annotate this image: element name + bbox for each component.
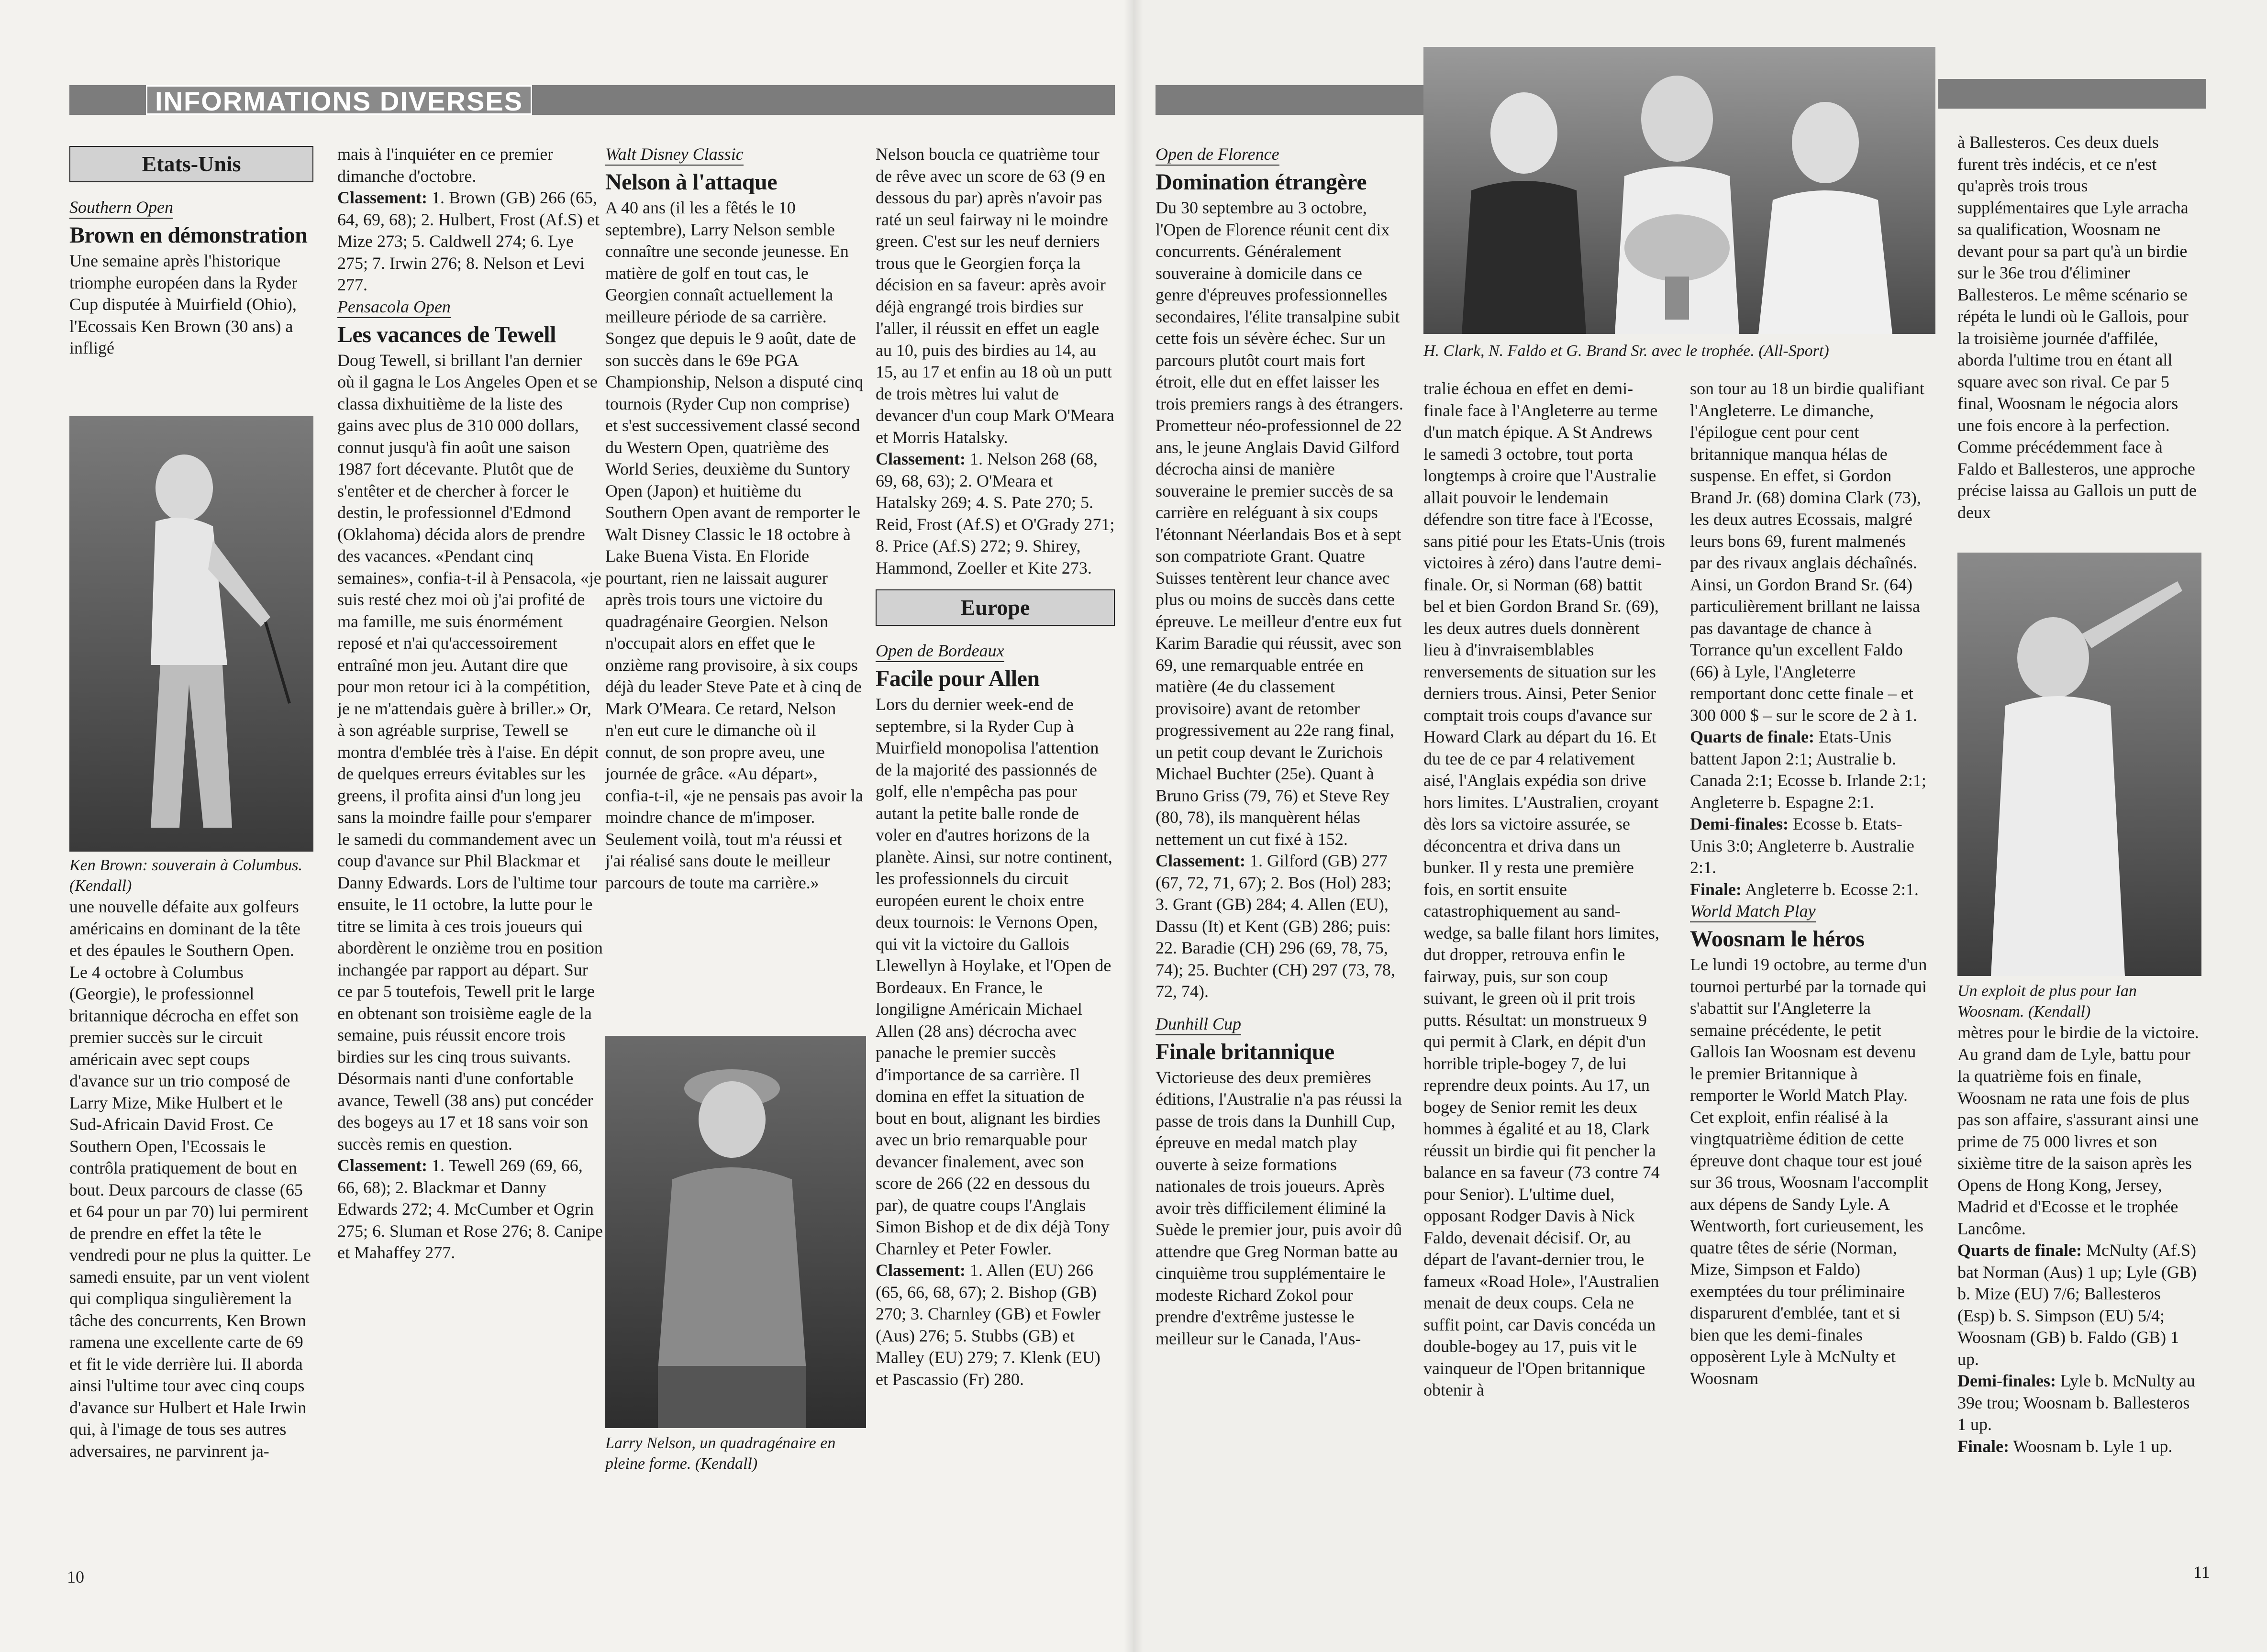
- photo-trophy: [1423, 47, 1935, 334]
- article-kicker: Open de Bordeaux: [876, 640, 1004, 662]
- results-block: [1957, 1436, 2201, 1458]
- article-kicker: Walt Disney Classic: [605, 144, 744, 166]
- column-4-continued: [1957, 981, 2201, 1457]
- article-body: Doug Tewell, si brillant l'an dernier où il gagna le Los Angeles Open et se classa dixhuitième de la liste des gains avec plus de 310 000 dollars, connut jusqu'à fin août une saison 1987 fort décevante. Plutôt que de s'entêter et de chercher à forcer le destin, le professionnel d'Edmond (Oklahoma) décida alors de prendre des vacances. «Pendant cinq semaines», confia-t-il à Pensacola, «je suis resté chez moi où j'ai profité de ma famille, me suis énormément reposé et n'ai qu'accessoirement entraîné mon jeu. Autant dire que pour mon retour ici à la compétition, je ne m'attendais guère à briller.» Or, à son agréable surprise, Tewell se montra d'emblée très à l'aise. En dépit de quelques erreurs évitables sur les greens, il profita ainsi d'un long jeu sans la moindre faille pour s'emparer le samedi du commandement avec un coup d'avance sur Phil Blackmar et Danny Edwards. Lors de l'ultime tour ensuite, le 11 octobre, la lutte pour le titre se limita à ces trois joueurs qui abordèrent le onzième trou en position inchangée par rapport au départ. Sur ce par 5 toutefois, Tewell prit le large en obtenant son troisième eagle de la semaine, puis réussit encore trois birdies sur les cinq trous suivants. Désormais nanti d'une confortable avance, Tewell (38 ans) put concéder des bogeys au 17 et 18 sans voir son succès remis en question.: [337, 350, 603, 1153]
- column-4: [1957, 132, 2201, 523]
- region-header: Europe: [876, 589, 1115, 626]
- results-label: Classement:: [876, 1261, 966, 1280]
- results-text: 1. Gilford (GB) 277 (67, 72, 71, 67); 2. Bos (Hol) 283; 3. Grant (GB) 284; 4. Allen (EU), Dassu (It) et Kent (GB) 286; puis: 22. Baradie (CH) 296 (69, 78, 75, 74); 25. Buchter (CH) 297 (73, 78, 72, 74).: [1156, 851, 1395, 1001]
- article-kicker: Pensacola Open: [337, 296, 451, 318]
- article-body-continued: Nelson boucla ce quatrième tour de rêve avec un score de 63 (9 en dessous du par) après n'avoir pas raté un seul fairway ni le moindre green. C'est sur les neuf derniers trous que le Georgien força la décision en sa faveur: après avoir déjà engrangé trois birdies sur l'aller, il réussit en effet un eagle au 10, puis des birdies au 14, au 15, au 17 et enfin au 18 où un putt de trois mètres lui valut de devancer d'un coup Mark O'Meara et Morris Hatalsky.: [876, 144, 1114, 447]
- article-body-continued: son tour au 18 un birdie qualifiant l'Angleterre. Le dimanche, l'épilogue cent pour cent britannique manqua hélas de suspense. En effet, si Gordon Brand Jr. (68) domina Clark (73), les deux autres Ecossais, malgré leurs bons 69, furent malmenés par des rivaux anglais déchaînés. Ainsi, un Gordon Brand Sr. (64) particulièrement brillant ne laissa pas davantage de chance à Torrance qu'un excellent Faldo (66) à Lyle, l'Angleterre remportant donc cette finale – et 300 000 $ – sur le score de 2 à 1.: [1690, 379, 1924, 725]
- results-text: 1. Nelson 268 (68, 69, 68, 63); 2. O'Meara et Hatalsky 269; 4. S. Pate 270; 5. Reid, Frost (Af.S) et O'Grady 271; 8. Price (Af.S) 272; 9. Shirey, Hammond, Zoeller et Kite 273.: [876, 449, 1115, 577]
- article-body: Du 30 septembre au 3 octobre, l'Open de Florence réunit cent dix concurrents. Généralement souveraine à domicile dans ce genre d'épreuves professionnelles secondaires, l'élite transalpine subit cette fois un sévère échec. Sur un parcours plutôt court mais fort étroit, elle dut en effet laisser les trois premiers rangs à des étrangers. Prometteur néo-professionnel de 22 ans, le jeune Anglais David Gilford décrocha ainsi de manière souveraine le premier succès de sa carrière en reléguant à six coups l'étonnant Néerlandais Bos et à sept son compatriote Grant. Quatre Suisses tentèrent leur chance avec plus ou moins de succès dans cette épreuve. Le meilleur d'entre eux fut Karim Baradie qui réussit, avec son 69, une remarquable entrée en matière (4e du classement provisoire) avant de retomber progressivement au 22e rang final, un petit coup devant le Zurichois Michael Buchter (25e). Quant à Bruno Griss (79, 76) et Steve Rey (80, 78), ils manquèrent hélas nettement un cut fixé à 152.: [1156, 198, 1403, 849]
- golfer-portrait-photo: [605, 1036, 866, 1428]
- results-label: Classement:: [337, 1156, 427, 1175]
- results-text: 1. Allen (EU) 266 (65, 66, 68, 67); 2. Bishop (GB) 270; 3. Charnley (GB) et Fowler (Aus) 276; 5. Stubbs (GB) et Malley (EU) 279; 7. Klenk (EU) et Pascassio (Fr) 280.: [876, 1261, 1100, 1389]
- results-label: Classement:: [337, 188, 427, 207]
- results-text: Lyle b. McNulty au 39e trou; Woosnam b. Ballesteros 1 up.: [1957, 1371, 2195, 1434]
- results-text: Angleterre b. Ecosse 2:1.: [1745, 879, 1919, 899]
- results-text: Woosnam b. Lyle 1 up.: [2013, 1436, 2173, 1456]
- results-block: [337, 1155, 603, 1264]
- results-label: Quarts de finale:: [1690, 727, 1814, 746]
- article-kicker: Dunhill Cup: [1156, 1013, 1241, 1035]
- golfer-swing-photo: [69, 416, 313, 852]
- article-body-continued: tralie échoua en effet en demi-finale face à l'Angleterre au terme d'un match épique. A St Andrews le samedi 3 octobre, tout porta longtemps à croire que l'Australie allait pouvoir le lendemain défendre son titre face à l'Ecosse, sans pitié pour les Etats-Unis (trois victoires à zéro) dans l'autre demi-finale. Or, si Norman (68) battit bel et bien Gordon Brand Sr. (69), les deux autres duels donnèrent lieu à d'invraisemblables renversements de situation sur les derniers trous. Ainsi, Peter Senior comptait trois coups d'avance sur Howard Clark au départ du 16. Et du tee de ce par 4 relativement aisé, l'Anglais expédia son drive hors limites. L'Australien, croyant dès lors sa victoire assurée, se déconcentra et driva dans un bunker. Il y resta une première fois, en sortit ensuite catastrophiquement au sand-wedge, sa balle filant hors limites, dut dropper, retrouva enfin le fairway, puis, sur son coup suivant, le green où il prit trois putts. Résultat: un monstrueux 9 qui permit à Clark, en dépit d'un horrible triple-bogey 7, de lui reprendre deux points. Au 17, un bogey de Senior remit les deux hommes à égalité et au 18, Clark réussit un birdie qui fit pencher la balance en sa faveur (73 contre 74 pour Senior). L'ultime duel, opposant Rodger Davis à Nick Faldo, devenait décisif. Or, au départ de l'avant-dernier trou, le fameux «Road Hole», l'Australien menait de deux coups. Cela ne suffit point, car Davis concéda un double-bogey au 17, puis vit le vainqueur de l'Open britannique obtenir à: [1423, 379, 1665, 1399]
- results-text: 1. Tewell 269 (69, 66, 66, 68); 2. Blackmar et Danny Edwards 272; 4. McCumber et Ogrin 275; 6. Sluman et Rose 276; 8. Canipe et Mahaffey 277.: [337, 1156, 603, 1262]
- results-block: [876, 1260, 1115, 1390]
- photo-woosnam: [1957, 553, 2201, 976]
- article-lead: Une semaine après l'historique triomphe européen dans la Ryder Cup disputée à Muirfield (Ohio), l'Ecossais Ken Brown (30 ans) a infligé: [69, 251, 298, 357]
- results-block: [1156, 850, 1404, 1003]
- article-headline: Nelson à l'attaque: [605, 169, 778, 195]
- section-banner: [69, 85, 1115, 115]
- column-2: [1423, 378, 1665, 1401]
- section-banner-left: [1156, 85, 1436, 115]
- right-page: [1134, 0, 2267, 1652]
- results-text: Etats-Unis battent Japon 2:1; Australie b. Canada 2:1; Ecosse b. Irlande 2:1; Angleterre b. Espagne 2:1.: [1690, 727, 1926, 812]
- column-3: [1690, 378, 1929, 1389]
- page-number: 11: [2193, 1563, 2210, 1582]
- results-block: [1690, 726, 1929, 813]
- results-text: McNulty (Af.S) bat Norman (Aus) 1 up; Lyle (GB) b. Mize (EU) 7/6; Ballesteros (Esp) b. S. Simpson (EU) 5/4; Woosnam (GB) b. Faldo (GB) 1 up.: [1957, 1241, 2197, 1369]
- article-headline: Les vacances de Tewell: [337, 322, 556, 347]
- results-label: Classement:: [1156, 851, 1245, 870]
- results-text: 1. Brown (GB) 266 (65, 64, 69, 68); 2. Hulbert, Frost (Af.S) et Mize 273; 5. Caldwell 274; 6. Lye 275; 7. Irwin 276; 8. Nelson et Levi 277.: [337, 188, 600, 294]
- article-kicker: Open de Florence: [1156, 144, 1279, 166]
- trophy-group-photo: [1423, 47, 1935, 334]
- photo-caption-top: [1423, 341, 1935, 361]
- photo-caption: Larry Nelson, un quadragénaire en pleine forme. (Kendall): [605, 1434, 836, 1473]
- article-headline: Woosnam le héros: [1690, 926, 1865, 952]
- column-1: [69, 146, 313, 359]
- column-1: [1156, 144, 1404, 1350]
- results-block: [1690, 879, 1929, 901]
- article-body: Le lundi 19 octobre, au terme d'un tournoi perturbé par la tornade qui s'abattit sur l'Angleterre la semaine précédente, le petit Gallois Ian Woosnam est devenu le premier Britannique à remporter le World Match Play. Cet exploit, enfin réalisé à la vingtquatrième édition de cette épreuve dont chaque tour est joué sur 36 trous, Woosnam l'accomplit aux dépens de Sandy Lyle. A Wentworth, fort curieusement, les quatre têtes de série (Norman, Mize, Simpson et Faldo) exemptées du tour préliminaire disparurent d'emblée, tant et si bien que les demi-finales opposèrent Lyle à McNulty et Woosnam: [1690, 955, 1928, 1388]
- article-body: une nouvelle défaite aux golfeurs américains en dominant de la tête et des épaules le Southern Open. Le 4 octobre à Columbus (Georgie), le professionnel britannique décrocha en effet son premier succès sur le circuit américain avec sept coups d'avance sur un trio composé de Larry Mize, Mike Hulbert et le Sud-Africain David Frost. Ce Southern Open, l'Ecossais le contrôla pratiquement de bout en bout. Deux parcours de classe (65 et 64 pour un par 70) lui permirent de prendre en effet la tête le vendredi pour ne plus la quitter. Le samedi ensuite, par un vent violent qui compliqua singulièrement la tâche des concurrents, Ken Brown ramena une excellente carte de 69 et fit le vide derrière lui. Il aborda ainsi l'ultime tour avec cinq coups d'avance sur Hulbert et Hale Irwin qui, à l'image de tous ses autres adversaires, ne parvinrent ja-: [69, 897, 311, 1461]
- results-label: Demi-finales:: [1690, 814, 1789, 833]
- page-gutter: [1124, 0, 1143, 1652]
- results-label: Quarts de finale:: [1957, 1241, 2082, 1260]
- article-body-continued: mais à l'inquiéter en ce premier dimanche d'octobre.: [337, 144, 554, 186]
- photo-ken-brown: [69, 416, 313, 852]
- photo-larry-nelson: [605, 1036, 866, 1428]
- photo-caption: Un exploit de plus pour Ian Woosnam. (Kendall): [1957, 982, 2137, 1020]
- results-block: [1957, 1370, 2201, 1436]
- article-body: Lors du dernier week-end de septembre, si la Ryder Cup à Muirfield monopolisa l'attention de la majorité des passionnés de golf, elle n'empêcha pas pour autant la petite balle ronde de voler en d'autres horizons de la planète. Ainsi, sur notre continent, les professionnels du circuit européen eurent le choix entre deux tournois: le Vernons Open, qui vit la victoire du Gallois Llewellyn à Hoylake, et l'Open de Bordeaux. En France, le longiligne Américain Michael Allen (28 ans) décrocha avec panache le premier succès d'importance de sa carrière. Il domina en effet la situation de bout en bout, alignant les birdies avec un brio remarquable pour devancer finalement, avec son score de 266 (22 en dessous du par), de quatre coups l'Anglais Simon Bishop et de dix déjà Tony Charnley et Peter Fowler.: [876, 695, 1112, 1258]
- article-headline: Facile pour Allen: [876, 666, 1040, 691]
- article-headline: Domination étrangère: [1156, 169, 1367, 195]
- results-label: Finale:: [1690, 879, 1742, 899]
- photo-caption: H. Clark, N. Faldo et G. Brand Sr. avec le trophée. (All-Sport): [1423, 342, 1829, 360]
- article-body: A 40 ans (il les a fêtés le 10 septembre), Larry Nelson semble connaître une seconde jeunesse. En matière de golf en tout cas, le Georgien connaît actuellement la meilleure période de sa carrière. Songez que depuis le 9 août, date de son succès dans le 69e PGA Championship, Nelson a disputé cinq tournois (Ryder Cup non comprise) et s'est successivement classé second du Western Open, quatrième des World Series, deuxième du Suntory Open (Japon) et huitième du Southern Open avant de remporter le Walt Disney Classic le 18 octobre à Lake Buena Vista. En Floride pourtant, rien ne laissait augurer après trois tours une victoire du quadragénaire Georgien. Nelson n'occupait alors en effet que le onzième rang provisoire, à six coups déjà du leader Steve Pate et à cinq de Mark O'Meara. Ce retard, Nelson n'en eut cure le dimanche où il connut, de son propre aveu, une journée de grâce. «Au départ», confia-t-il, «je ne pensais pas avoir la moindre chance de m'imposer. Seulement voilà, tout m'a réussi et j'ai réalisé sans doute le meilleur parcours de toute ma carrière.»: [605, 198, 863, 892]
- golfer-finish-photo: [1957, 553, 2201, 976]
- results-block: [1957, 1240, 2201, 1370]
- article-headline: Finale britannique: [1156, 1039, 1334, 1064]
- article-headline: Brown en démonstration: [69, 222, 308, 248]
- photo-caption: Ken Brown: souverain à Columbus. (Kendall): [69, 856, 303, 895]
- section-banner-right: [1938, 79, 2206, 109]
- results-label: Finale:: [1957, 1436, 2009, 1456]
- article-body-continued: à Ballesteros. Ces deux duels furent très indécis, et ce n'est qu'après trois trous supplémentaires que Lyle arracha sa qualification, Woosnam ne devant pour sa part qu'à un birdie sur le 36e trou d'éliminer Ballesteros. Le même scénario se répéta le lundi où le Gallois, pour la troisième journée d'affilée, aborda l'ultime trou en étant all square avec son rival. Ce par 5 final, Woosnam le négocia alors une fois encore à la perfection. Comme précédemment face à Faldo et Ballesteros, une approche précise laissa au Gallois un putt de deux: [1957, 133, 2197, 522]
- banner-title: INFORMATIONS DIVERSES: [146, 85, 532, 115]
- results-block: [876, 448, 1115, 579]
- results-block: [1690, 813, 1929, 879]
- article-kicker: Southern Open: [69, 197, 173, 219]
- column-3: [605, 144, 866, 894]
- results-block: [337, 187, 603, 296]
- column-2: [337, 144, 603, 1264]
- results-label: Classement:: [876, 449, 966, 468]
- results-label: Demi-finales:: [1957, 1371, 2056, 1390]
- column-4: [876, 144, 1115, 1390]
- article-body: mètres pour le birdie de la victoire. Au grand dam de Lyle, battu pour la quatrième fois en finale, Woosnam ne rata une fois de plus pas son affaire, s'assurant ainsi une prime de 75 000 livres et son sixième titre de la saison après les Opens de Hong Kong, Jersey, Madrid et d'Ecosse et le trophée Lancôme.: [1957, 1023, 2199, 1238]
- column-1-continued: [69, 855, 313, 1462]
- article-kicker: World Match Play: [1690, 900, 1816, 922]
- page-number: 10: [67, 1567, 84, 1586]
- region-header: Etats-Unis: [69, 146, 313, 182]
- results-text: Ecosse b. Etats-Unis 3:0; Angleterre b. Australie 2:1.: [1690, 814, 1914, 877]
- article-body: Victorieuse des deux premières éditions, l'Australie n'a pas réussi la passe de trois dans la Dunhill Cup, épreuve en medal match play ouverte à seize formations nationales de trois joueurs. Après avoir très difficilement éliminé la Suède le premier jour, puis avoir dû attendre que Greg Norman batte au cinquième trou supplémentaire le modeste Richard Zokol pour prendre d'extrême justesse le meilleur sur le Canada, l'Aus-: [1156, 1067, 1402, 1348]
- column-3-caption: [605, 1433, 866, 1474]
